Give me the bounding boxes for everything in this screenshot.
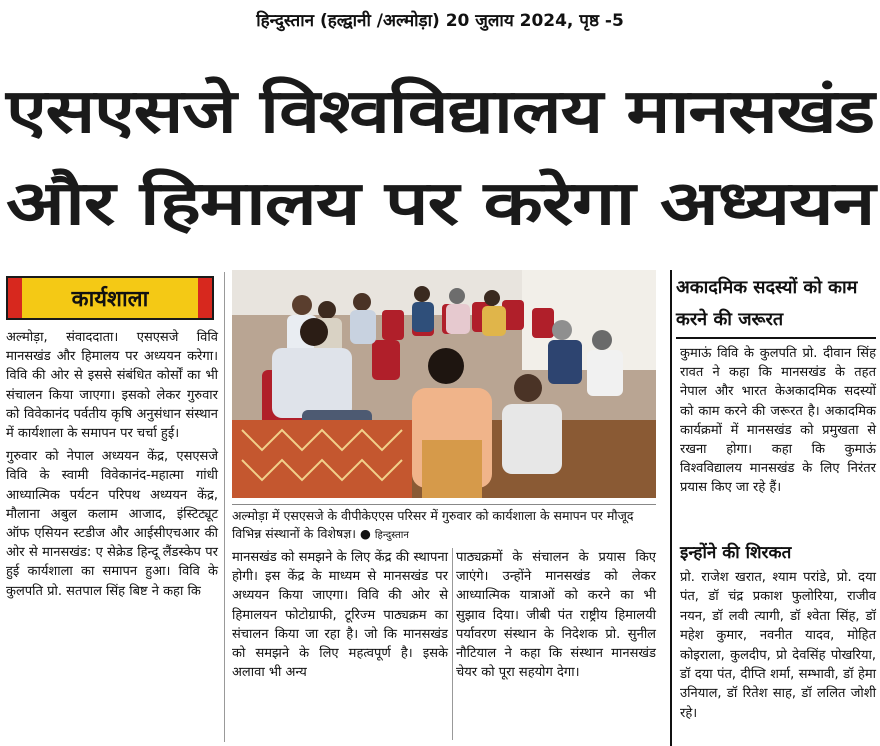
paragraph: अल्मोड़ा, संवाददाता। एसएसजे विवि मानसखंड और हिमालय पर अध्ययन करेगा। विवि की ओर से इससे संबंधित कोर्सों का भी संचालन किया जाएगा। इसको लेकर गुरुवार को विवेकानंद पर्वतीय कृषि अनुसंधान संस्थान में कार्यशाला के समापन पर चर्चा हुई। [6, 330, 218, 442]
sidebar-heading-2: इन्होंने की शिरकत [680, 543, 792, 563]
column-divider [452, 548, 453, 740]
caption-credit-bullet: ● [359, 526, 375, 541]
article-column-3: पाठ्यक्रमों के संचालन के प्रयास किए जाएंगे। उन्होंने मानसखंड को लेकर आध्यात्मिक यात्राओं को करने का भी सुझाव दिया। जीबी पंत राष्ट्रीय हिमालयी पर्यावरण संस्थान के निदेशक प्रो. सुनील नौटियाल ने कहा कि संस्थान मानसखंड चेयर को पूरा सहयोग देगा। [456, 550, 656, 681]
masthead: हिन्दुस्तान (हल्द्वानी /अल्मोड़ा) 20 जुलाय 2024, पृष्ठ -5 [256, 11, 624, 31]
caption-text: अल्मोड़ा में एसएसजे के वीपीकेएएस परिसर में गुरुवार को कार्यशाला के समापन पर मौजूद विभिन्न संस्थानों के विशेषज्ञ। [232, 508, 634, 541]
sidebar-heading-1: अकादमिक सदस्यों को काम करने की जरूरत [676, 277, 858, 330]
article-column-2: मानसखंड को समझने के लिए केंद्र की स्थापना होगी। इस केंद्र के माध्यम से मानसखंड पर अध्ययन किया जाएगा। विवि की ओर से हिमालयन फोटोग्राफी, टूरिज्म पाठ्यक्रम का संचालन किया जा रहा है। जो कि मानसखंड को समझने के लिए महत्वपूर्ण है। इसके अलावा भी अन्य [232, 550, 448, 681]
tag-bar-right [198, 278, 212, 318]
headline-line-2: और हिमालय पर करेगा अध्ययन [6, 168, 875, 239]
sidebar-rule [676, 337, 876, 339]
news-photo [232, 270, 656, 498]
caption-credit: हिन्दुस्तान [374, 530, 409, 541]
sidebar-text-1: कुमाऊं विवि के कुलपति प्रो. दीवान सिंह रावत ने कहा कि मानसखंड के तहत नेपाल और भारत केअकादमिक सदस्यों को काम करने की जरूरत है। अकादमिक कार्यक्रमों में मानसखंड को प्रमुखता से रखना होगा। कहा कि कुमाऊं विश्वविद्यालय मानसखंड के लिए निरंतर प्रयास किए जा रहे हैं। [680, 346, 876, 496]
article-column-1 [6, 328, 218, 605]
section-tag-label: कार्यशाला [71, 287, 149, 312]
tag-bar-left [8, 278, 22, 318]
column-divider [224, 272, 225, 742]
paragraph: गुरुवार को नेपाल अध्ययन केंद्र, एसएसजे विवि के स्वामी विवेकानंद-महात्मा गांधी आध्यात्मिक पर्यटन परिपथ अध्ययन केंद्र, मौलाना अबुल कलाम आजाद, इंस्टिट्यूट ऑफ एसियन स्टडीज और आईसीएचआर की ओर से मानसखंड: ए सेक्रेड हिन्दू लैंडस्केप पर हुई कार्यशाला का समापन हुआ। विवि के कुलपति प्रो. सतपाल सिंह बिष्ट ने कहा कि [6, 449, 218, 599]
sidebar-text-2: प्रो. राजेश खरात, श्याम परांडे, प्रो. दया पंत, डॉ चंद्र प्रकाश फुलोरिया, राजीव नयन, डॉ लवी त्यागी, डॉ श्वेता सिंह, डॉ महेश कुमार, नवनीत यादव, मोहित कोइराला, कुलदीप, प्रो देवसिंह पोखरिया, डॉ दया पंत, दीप्ति शर्मा, सम्भावी, डॉ हेमा उनियाल, डॉ रितेश साह, डॉ ललित जोशी रहे। [680, 570, 876, 721]
photo-illustration [232, 270, 656, 498]
headline-line-1: एसएसजे विश्वविद्यालय मानसखंड [6, 76, 874, 147]
photo-caption [232, 504, 656, 545]
section-tag [6, 276, 214, 320]
